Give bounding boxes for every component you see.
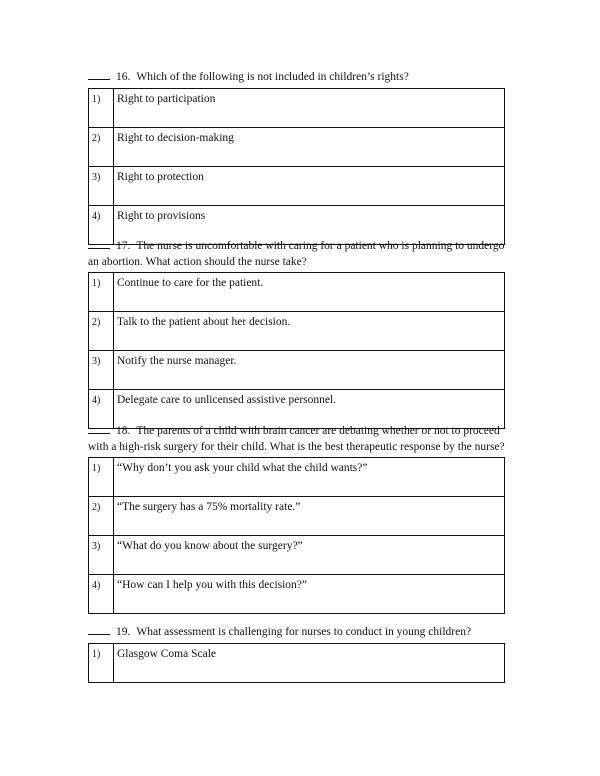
- option-label: 4): [89, 205, 114, 244]
- question-number: 18.: [116, 425, 131, 437]
- option-row[interactable]: [89, 127, 505, 166]
- option-row[interactable]: [89, 390, 505, 429]
- option-label: 2): [89, 497, 114, 536]
- options-table: [88, 88, 505, 245]
- option-text: “The surgery has a 75% mortality rate.”: [114, 497, 505, 536]
- answer-blank[interactable]: [88, 424, 110, 434]
- question-stem: [88, 70, 508, 86]
- option-text: Talk to the patient about her decision.: [114, 312, 505, 351]
- option-text: Notify the nurse manager.: [114, 351, 505, 390]
- option-label: 1): [89, 643, 114, 682]
- options-table: [88, 272, 505, 429]
- answer-blank[interactable]: [88, 625, 110, 635]
- option-label: 2): [89, 312, 114, 351]
- option-text: “Why don’t you ask your child what the child wants?”: [114, 458, 505, 497]
- question-stem: [88, 239, 508, 270]
- option-row[interactable]: [89, 458, 505, 497]
- question-text: Which of the following is not included in children’s rights?: [136, 71, 409, 83]
- option-label: 3): [89, 351, 114, 390]
- option-label: 4): [89, 575, 114, 614]
- option-row[interactable]: [89, 575, 505, 614]
- question-17: [88, 239, 508, 429]
- option-row[interactable]: [89, 536, 505, 575]
- option-row[interactable]: [89, 351, 505, 390]
- question-18: [88, 424, 508, 614]
- question-stem: [88, 424, 508, 455]
- option-row[interactable]: [89, 273, 505, 312]
- options-table: [88, 643, 505, 683]
- answer-blank[interactable]: [88, 239, 110, 249]
- option-row[interactable]: [89, 312, 505, 351]
- option-text: Glasgow Coma Scale: [114, 643, 505, 682]
- question-text: What assessment is challenging for nurses to conduct in young children?: [136, 626, 472, 638]
- option-text: Delegate care to unlicensed assistive personnel.: [114, 390, 505, 429]
- question-stem: [88, 625, 508, 641]
- option-row[interactable]: [89, 88, 505, 127]
- question-text: The parents of a child with brain cancer are debating whether or not to proceed with a high-risk surgery for their child. What is the best therapeutic response by the nurse?: [88, 425, 505, 453]
- answer-blank[interactable]: [88, 70, 110, 80]
- option-label: 1): [89, 273, 114, 312]
- option-text: Right to protection: [114, 166, 505, 205]
- option-text: Right to participation: [114, 88, 505, 127]
- question-text: The nurse is uncomfortable with caring for a patient who is planning to undergo an abortion. What action should the nurse take?: [88, 240, 505, 268]
- option-label: 1): [89, 88, 114, 127]
- option-text: Continue to care for the patient.: [114, 273, 505, 312]
- option-label: 4): [89, 390, 114, 429]
- option-label: 2): [89, 127, 114, 166]
- option-row[interactable]: [89, 497, 505, 536]
- option-row[interactable]: [89, 643, 505, 682]
- option-label: 1): [89, 458, 114, 497]
- question-number: 19.: [116, 626, 131, 638]
- option-row[interactable]: [89, 166, 505, 205]
- question-number: 17.: [116, 240, 131, 252]
- option-text: Right to decision-making: [114, 127, 505, 166]
- option-text: “How can I help you with this decision?”: [114, 575, 505, 614]
- question-number: 16.: [116, 71, 131, 83]
- option-text: Right to provisions: [114, 205, 505, 244]
- option-label: 3): [89, 166, 114, 205]
- question-16: [88, 70, 508, 245]
- option-text: “What do you know about the surgery?”: [114, 536, 505, 575]
- options-table: [88, 457, 505, 614]
- option-label: 3): [89, 536, 114, 575]
- question-19: [88, 625, 508, 683]
